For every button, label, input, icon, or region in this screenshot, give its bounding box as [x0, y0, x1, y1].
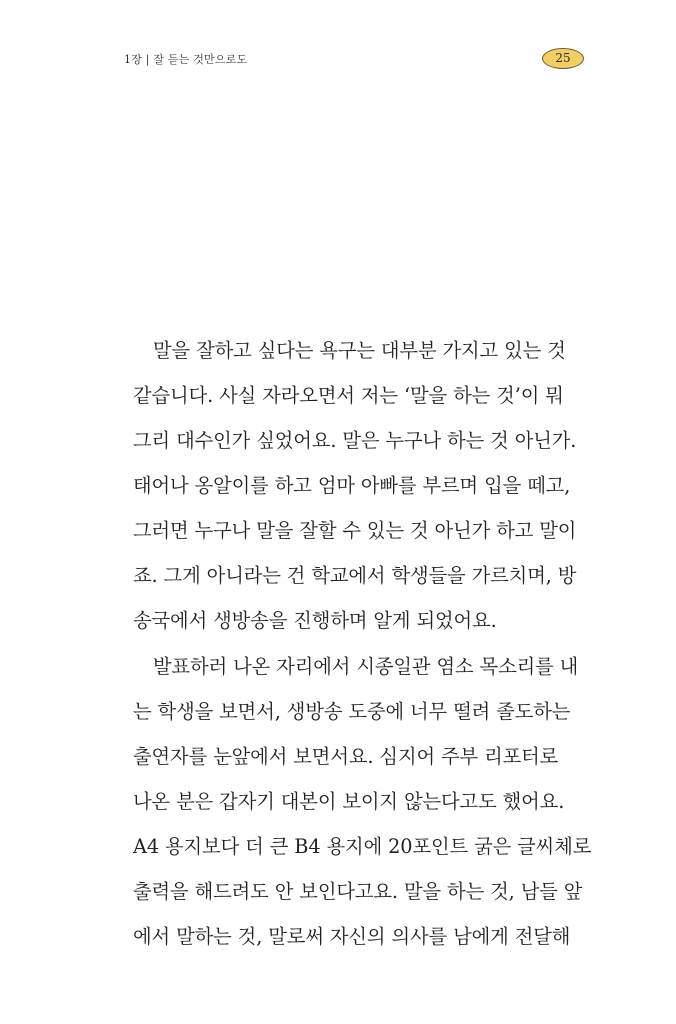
text-line: 출연자를 눈앞에서 보면서요. 심지어 주부 리포터로	[133, 745, 559, 768]
text-line: 같습니다. 사실 자라오면서 저는 ‘말을 하는 것’이 뭐	[133, 384, 564, 407]
text-line: 그러면 누구나 말을 잘할 수 있는 것 아닌가 하고 말이	[133, 519, 577, 542]
text-line: 죠. 그게 아니라는 건 학교에서 학생들을 가르치며, 방	[133, 564, 577, 587]
page-number-badge: 25	[542, 48, 584, 69]
text-line: 에서 말하는 것, 말로써 자신의 의사를 남에게 전달해	[133, 925, 571, 948]
text-line: 출력을 해드려도 안 보인다고요. 말을 하는 것, 남들 앞	[133, 880, 583, 903]
text-line: 말을 잘하고 싶다는 욕구는 대부분 가지고 있는 것	[153, 339, 566, 362]
text-line: 는 학생을 보면서, 생방송 도중에 너무 떨려 졸도하는	[133, 700, 571, 723]
text-line: 그리 대수인가 싶었어요. 말은 누구나 하는 것 아닌가.	[133, 429, 577, 452]
text-line: 나온 분은 갑자기 대본이 보이지 않는다고도 했어요.	[133, 790, 565, 813]
text-line: 송국에서 생방송을 진행하며 알게 되었어요.	[133, 609, 497, 632]
chapter-title: 1장 | 잘 듣는 것만으로도	[124, 53, 248, 66]
paragraph-1	[133, 328, 579, 643]
text-line: A4 용지보다 더 큰 B4 용지에 20포인트 굵은 글씨체로	[133, 835, 592, 858]
text-line: 태어나 옹알이를 하고 엄마 아빠를 부르며 입을 떼고,	[133, 474, 571, 497]
text-line: 발표하러 나온 자리에서 시종일관 염소 목소리를 내	[153, 655, 579, 678]
running-header	[124, 48, 584, 70]
paragraph-2	[133, 644, 592, 959]
